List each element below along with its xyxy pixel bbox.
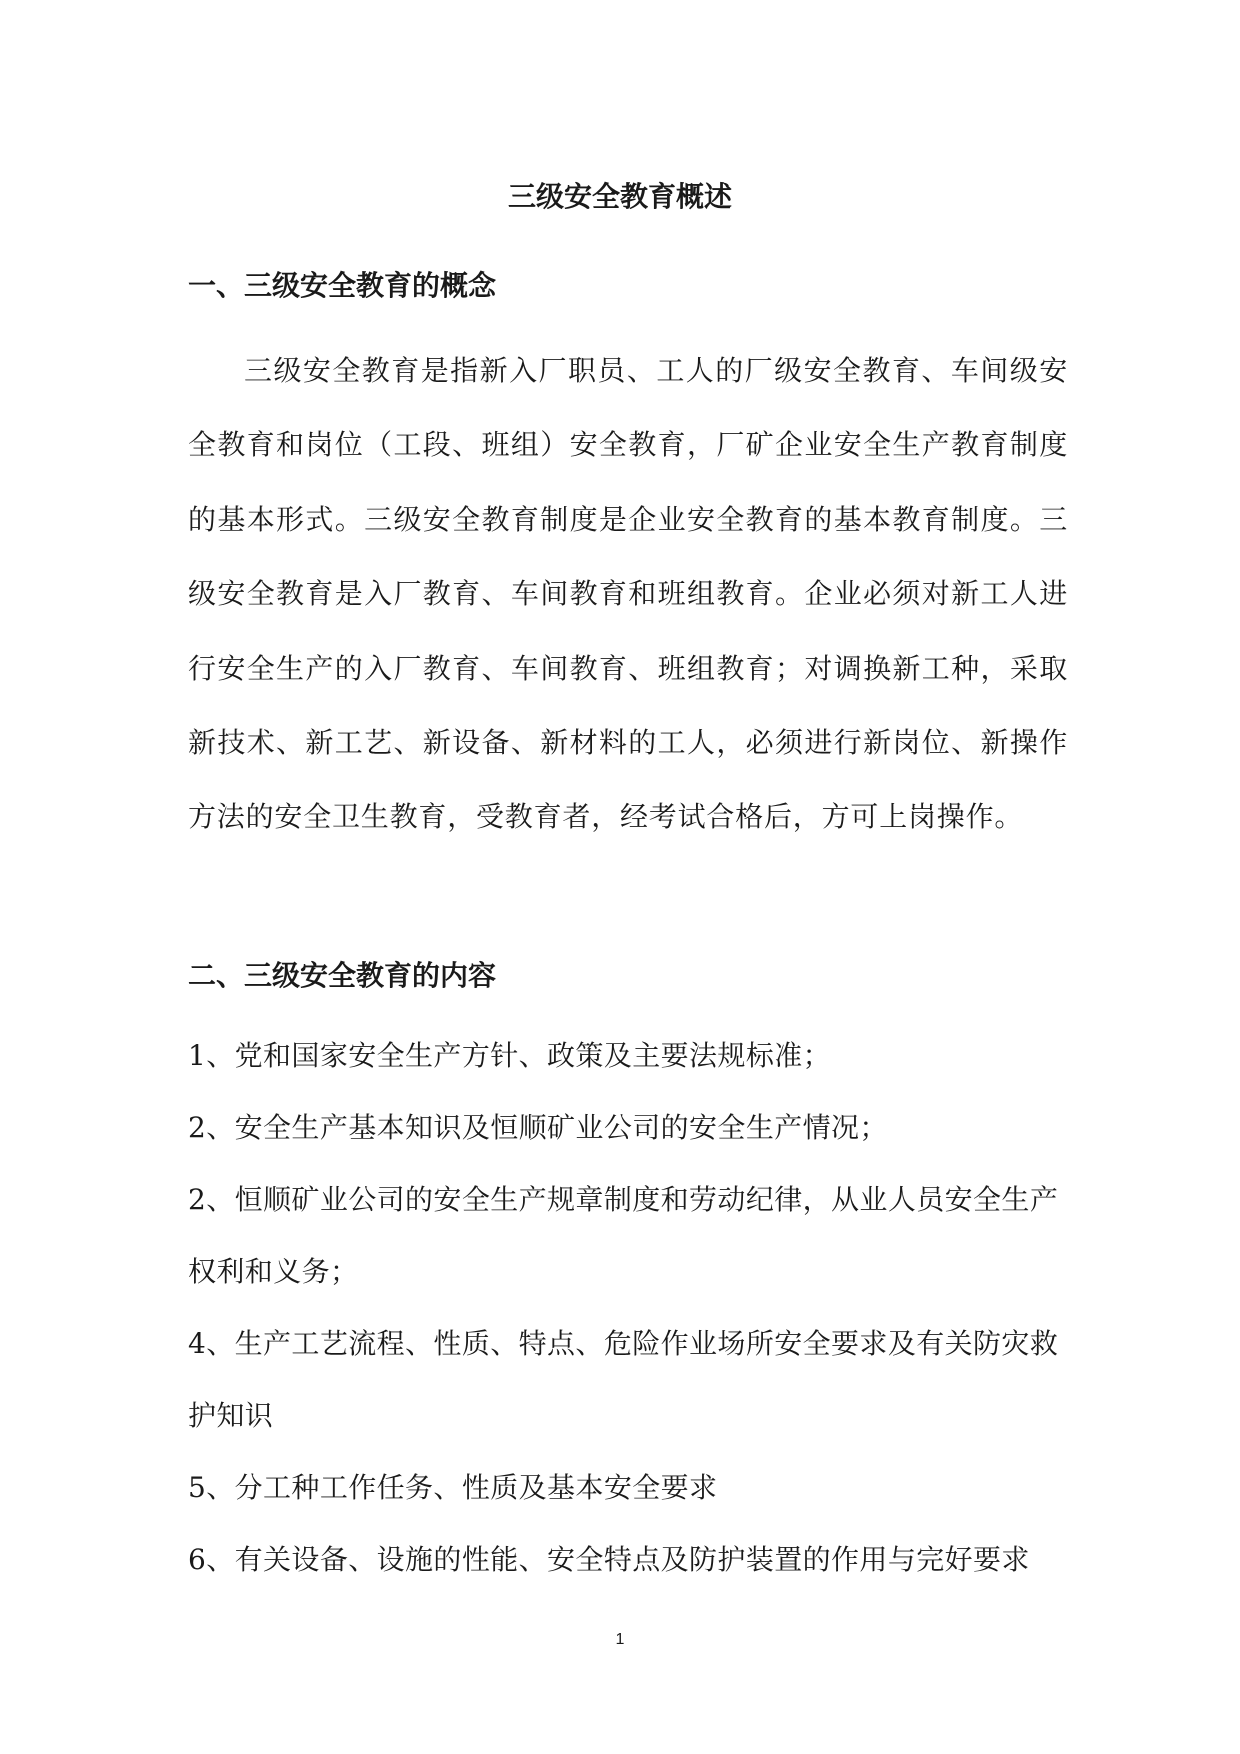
concept-paragraph: 三级安全教育是指新入厂职员、工人的厂级安全教育、车间级安全教育和岗位（工段、班组）安全教育，厂矿企业安全生产教育制度的基本形式。三级安全教育制度是企业安全教育的基本教育制度。三级安全教育是入厂教育、车间教育和班组教育。企业必须对新工人进行安全生产的入厂教育、车间教育、班组教育；对调换新工种，采取新技术、新工艺、新设备、新材料的工人，必须进行新岗位、新操作方法的安全卫生教育，受教育者，经考试合格后，方可上岗操作。 bbox=[188, 354, 1068, 834]
document-title: 三级安全教育概述 bbox=[507, 180, 732, 213]
section-heading-concept: 一、三级安全教育的概念 bbox=[188, 269, 497, 302]
list-item: 1、党和国家安全生产方针、政策及主要法规标准； bbox=[188, 1039, 832, 1072]
list-item: 2、恒顺矿业公司的安全生产规章制度和劳动纪律，从业人员安全生产权利和义务； bbox=[188, 1183, 1059, 1288]
section-heading-content: 二、三级安全教育的内容 bbox=[188, 959, 497, 992]
list-item: 5、分工种工作任务、性质及基本安全要求 bbox=[188, 1471, 718, 1504]
content-list bbox=[188, 1020, 1068, 1596]
list-item: 2、安全生产基本知识及恒顺矿业公司的安全生产情况； bbox=[188, 1111, 888, 1144]
list-item: 6、有关设备、设施的性能、安全特点及防护装置的作用与完好要求 bbox=[188, 1543, 1030, 1576]
list-item: 4、生产工艺流程、性质、特点、危险作业场所安全要求及有关防灾救护知识 bbox=[188, 1327, 1059, 1432]
page-number: 1 bbox=[615, 1631, 625, 1648]
